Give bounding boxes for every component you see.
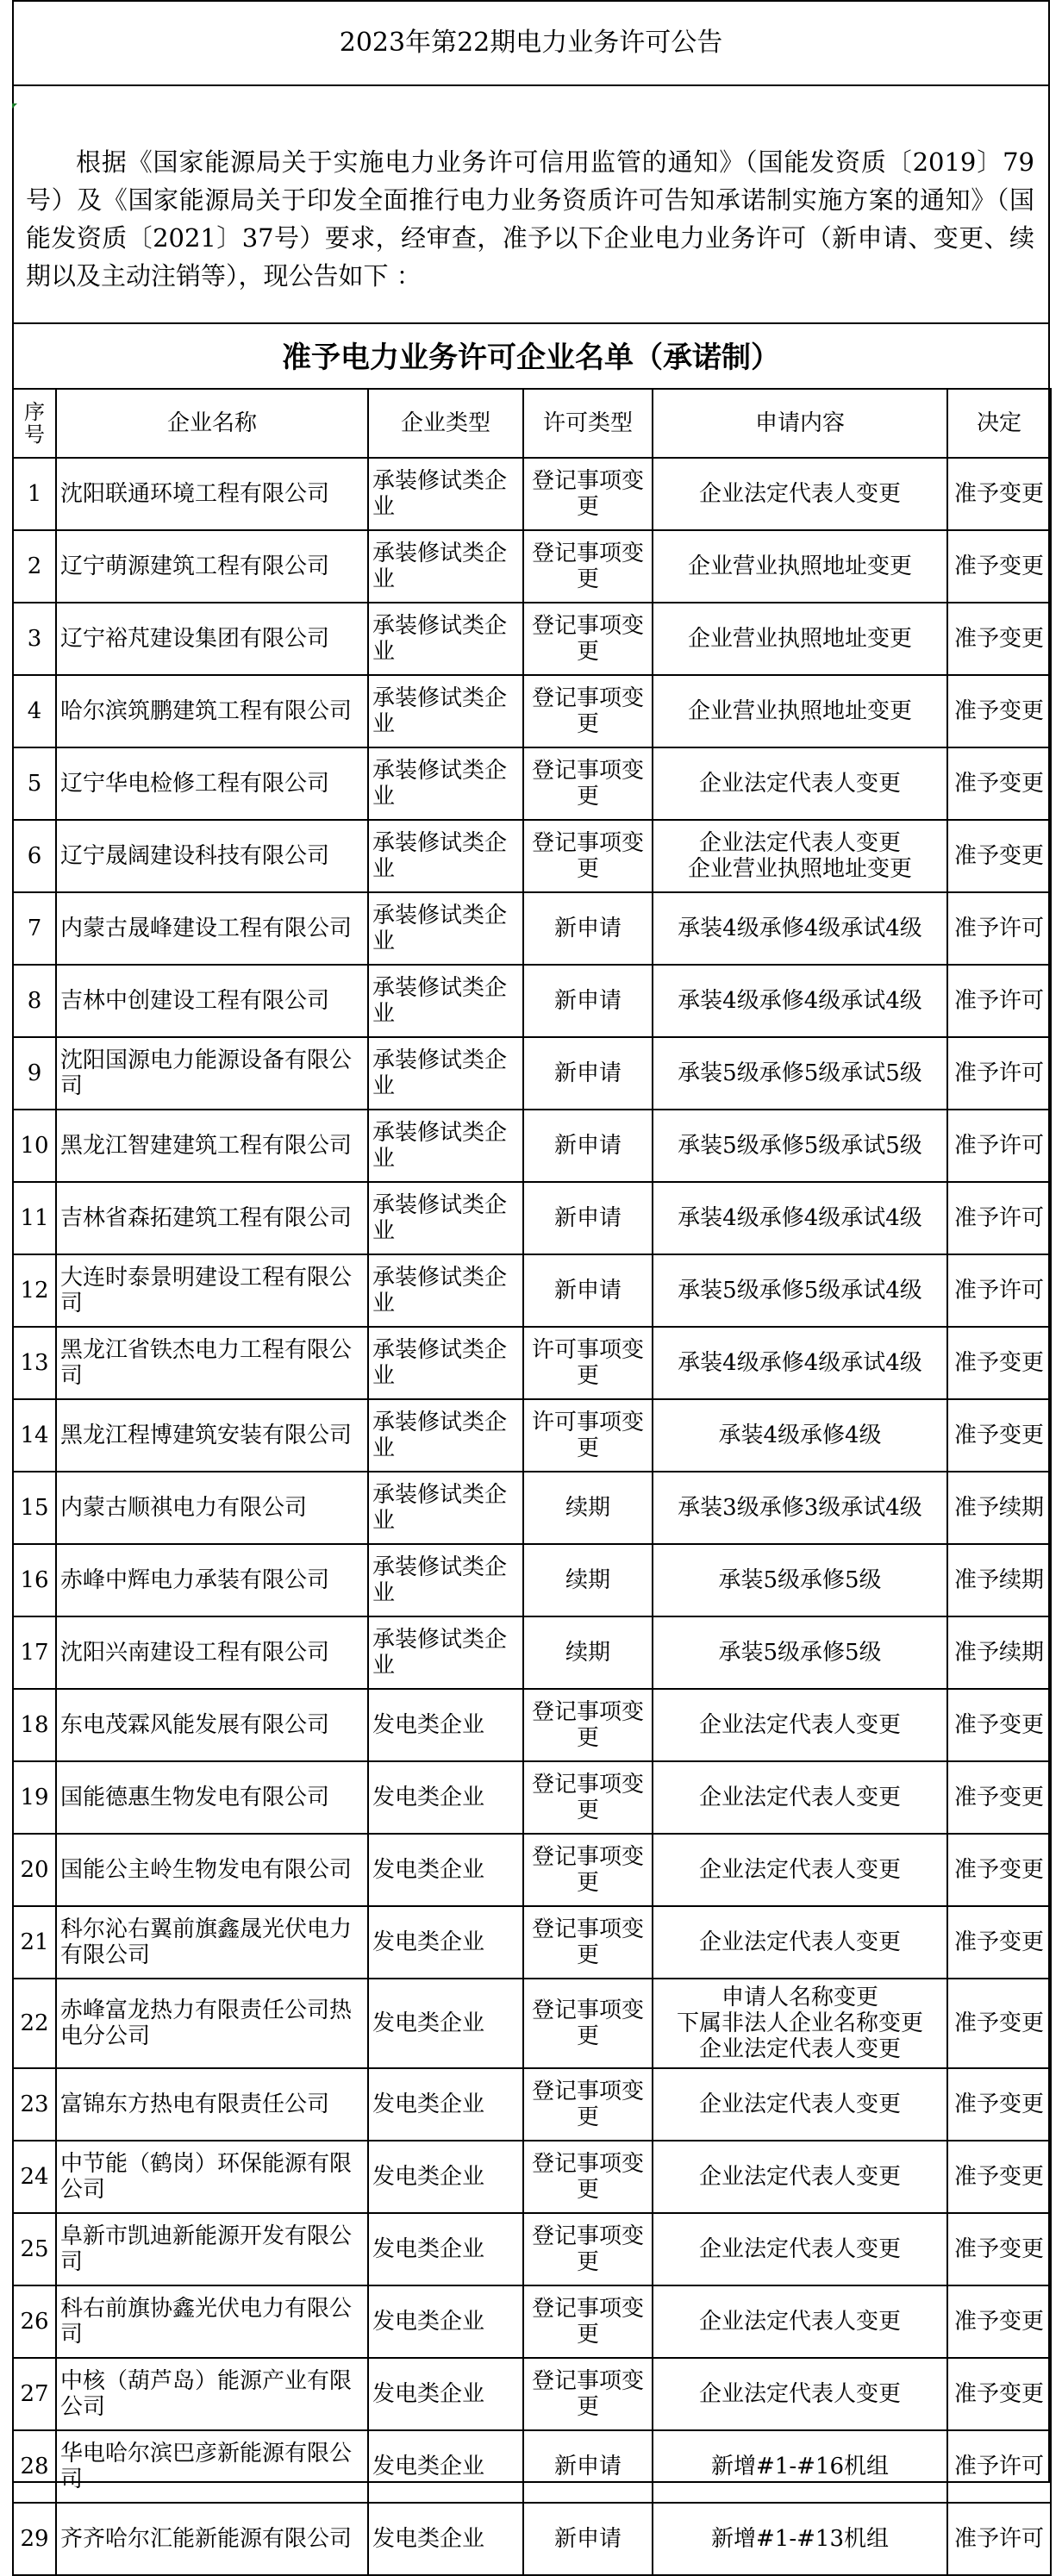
company-name: 黑龙江程博建筑安装有限公司 [56, 1399, 368, 1472]
company-type: 发电类企业 [368, 2068, 523, 2141]
table-row [13, 1399, 1051, 1472]
application-line: 企业法定代表人变更 [698, 2164, 901, 2190]
application-content [653, 530, 947, 603]
row-number: 20 [13, 1834, 56, 1906]
table-row [13, 603, 1051, 675]
application-content [653, 1182, 947, 1254]
application-line: 承装3级承修3级承试4级 [678, 1495, 922, 1521]
header-no: 序号 [13, 389, 56, 458]
application-line: 承装4级承修4级 [718, 1422, 882, 1448]
row-number: 17 [13, 1616, 56, 1689]
company-type: 承装修试类企业 [368, 1110, 523, 1182]
decision: 准予许可 [947, 2430, 1051, 2503]
table-row [13, 1544, 1051, 1616]
list-subheader: 准予电力业务许可企业名单（承诺制） [12, 322, 1050, 390]
decision: 准予变更 [947, 675, 1051, 747]
application-line: 承装4级承修4级承试4级 [678, 1205, 922, 1231]
decision: 准予变更 [947, 820, 1051, 892]
cell-comment-marker [12, 103, 17, 109]
license-type: 登记事项变更 [523, 2068, 653, 2141]
header-decision: 决定 [947, 389, 1051, 458]
company-name: 中节能（鹤岗）环保能源有限公司 [56, 2141, 368, 2213]
company-type: 发电类企业 [368, 2358, 523, 2430]
license-type: 续期 [523, 1544, 653, 1616]
license-type: 登记事项变更 [523, 458, 653, 530]
decision: 准予变更 [947, 2358, 1051, 2430]
company-name: 富锦东方热电有限责任公司 [56, 2068, 368, 2141]
table-row [13, 2430, 1051, 2503]
company-name: 东电茂霖风能发展有限公司 [56, 1689, 368, 1761]
company-type: 承装修试类企业 [368, 892, 523, 965]
decision: 准予变更 [947, 1399, 1051, 1472]
decision: 准予变更 [947, 2213, 1051, 2285]
company-name: 内蒙古顺祺电力有限公司 [56, 1472, 368, 1544]
table-row [13, 1689, 1051, 1761]
application-content [653, 2503, 947, 2575]
application-line: 企业法定代表人变更 [698, 771, 901, 797]
decision: 准予许可 [947, 892, 1051, 965]
company-name: 内蒙古晟峰建设工程有限公司 [56, 892, 368, 965]
application-line: 企业法定代表人变更 [698, 2309, 901, 2335]
decision: 准予许可 [947, 2503, 1051, 2575]
company-type: 承装修试类企业 [368, 965, 523, 1037]
company-name: 国能德惠生物发电有限公司 [56, 1761, 368, 1834]
company-name: 国能公主岭生物发电有限公司 [56, 1834, 368, 1906]
row-number: 24 [13, 2141, 56, 2213]
table-row [13, 1761, 1051, 1834]
company-name: 沈阳国源电力能源设备有限公司 [56, 1037, 368, 1110]
application-line: 企业法定代表人变更 [698, 2381, 901, 2407]
license-type: 登记事项变更 [523, 603, 653, 675]
application-content [653, 1906, 947, 1979]
application-line: 申请人名称变更 [721, 1985, 878, 2010]
company-type: 发电类企业 [368, 2141, 523, 2213]
row-number: 19 [13, 1761, 56, 1834]
application-content [653, 2213, 947, 2285]
table-body [13, 458, 1051, 2575]
license-type: 登记事项变更 [523, 1834, 653, 1906]
row-number: 23 [13, 2068, 56, 2141]
application-content [653, 2430, 947, 2503]
application-line: 企业法定代表人变更 [698, 1785, 901, 1810]
application-line: 企业法定代表人变更 [698, 1929, 901, 1955]
license-type: 登记事项变更 [523, 1906, 653, 1979]
company-type: 承装修试类企业 [368, 820, 523, 892]
company-type: 发电类企业 [368, 1689, 523, 1761]
license-type: 登记事项变更 [523, 820, 653, 892]
company-name: 科右前旗协鑫光伏电力有限公司 [56, 2285, 368, 2358]
application-line: 企业营业执照地址变更 [687, 626, 912, 652]
table-row [13, 820, 1051, 892]
license-type: 新申请 [523, 892, 653, 965]
decision: 准予许可 [947, 965, 1051, 1037]
company-name: 中核（葫芦岛）能源产业有限公司 [56, 2358, 368, 2430]
application-content [653, 2285, 947, 2358]
company-type: 发电类企业 [368, 2213, 523, 2285]
company-type: 承装修试类企业 [368, 1472, 523, 1544]
table-row [13, 2503, 1051, 2575]
row-number: 16 [13, 1544, 56, 1616]
table-row [13, 2285, 1051, 2358]
row-number: 28 [13, 2430, 56, 2503]
row-number: 15 [13, 1472, 56, 1544]
row-number: 18 [13, 1689, 56, 1761]
company-name: 辽宁晟阔建设科技有限公司 [56, 820, 368, 892]
company-name: 阜新市凯迪新能源开发有限公司 [56, 2213, 368, 2285]
company-name: 沈阳兴南建设工程有限公司 [56, 1616, 368, 1689]
company-name: 吉林省森拓建筑工程有限公司 [56, 1182, 368, 1254]
decision: 准予许可 [947, 1254, 1051, 1327]
row-number: 5 [13, 747, 56, 820]
company-name: 大连时泰景明建设工程有限公司 [56, 1254, 368, 1327]
application-line: 企业法定代表人变更 [698, 2036, 901, 2062]
table-row [13, 1616, 1051, 1689]
application-content [653, 675, 947, 747]
company-name: 吉林中创建设工程有限公司 [56, 965, 368, 1037]
company-name: 辽宁裕芃建设集团有限公司 [56, 603, 368, 675]
table-row [13, 892, 1051, 965]
intro-paragraph: 根据《国家能源局关于实施电力业务许可信用监管的通知》（国能发资质〔2019〕79号）及《国家能源局关于印发全面推行电力业务资质许可告知承诺制实施方案的通知》（国能发资质〔2021〕37号）要求，经审查，准予以下企业电力业务许可（新申请、变更、续期以及主动注销等），现公告如下 ： [26, 147, 1034, 291]
application-content [653, 1544, 947, 1616]
table-row [13, 1254, 1051, 1327]
application-content [653, 2068, 947, 2141]
row-number: 1 [13, 458, 56, 530]
company-type: 承装修试类企业 [368, 747, 523, 820]
header-application: 申请内容 [653, 389, 947, 458]
company-name: 沈阳联通环境工程有限公司 [56, 458, 368, 530]
decision: 准予许可 [947, 1037, 1051, 1110]
table-row [13, 1182, 1051, 1254]
company-type: 承装修试类企业 [368, 1616, 523, 1689]
decision: 准予续期 [947, 1544, 1051, 1616]
decision: 准予续期 [947, 1472, 1051, 1544]
row-number: 22 [13, 1979, 56, 2068]
license-type: 新申请 [523, 1037, 653, 1110]
row-number: 4 [13, 675, 56, 747]
license-type: 新申请 [523, 2503, 653, 2575]
table-header-row [13, 389, 1051, 458]
application-line: 承装5级承修5级承试5级 [678, 1060, 922, 1086]
row-number: 7 [13, 892, 56, 965]
table-row [13, 2358, 1051, 2430]
row-number: 2 [13, 530, 56, 603]
company-type: 发电类企业 [368, 1761, 523, 1834]
company-name: 辽宁萌源建筑工程有限公司 [56, 530, 368, 603]
license-type: 登记事项变更 [523, 1979, 653, 2068]
company-type: 承装修试类企业 [368, 1182, 523, 1254]
application-line: 新增#1-#16机组 [711, 2454, 889, 2479]
decision: 准予续期 [947, 1616, 1051, 1689]
company-type: 承装修试类企业 [368, 1254, 523, 1327]
company-name: 黑龙江省铁杰电力工程有限公司 [56, 1327, 368, 1399]
company-name: 黑龙江智建建筑工程有限公司 [56, 1110, 368, 1182]
company-name: 哈尔滨筑鹏建筑工程有限公司 [56, 675, 368, 747]
table-row [13, 1979, 1051, 2068]
application-line: 企业法定代表人变更 [698, 1857, 901, 1883]
decision: 准予变更 [947, 530, 1051, 603]
license-type: 许可事项变更 [523, 1327, 653, 1399]
decision: 准予变更 [947, 1979, 1051, 2068]
company-type: 承装修试类企业 [368, 1327, 523, 1399]
row-number: 25 [13, 2213, 56, 2285]
company-type: 发电类企业 [368, 2503, 523, 2575]
company-name: 华电哈尔滨巴彦新能源有限公司 [56, 2430, 368, 2503]
license-type: 许可事项变更 [523, 1399, 653, 1472]
table-row [13, 747, 1051, 820]
row-number: 26 [13, 2285, 56, 2358]
table-row [13, 2141, 1051, 2213]
application-line: 企业法定代表人变更 [698, 2091, 901, 2117]
application-content [653, 1037, 947, 1110]
header-license: 许可类型 [523, 389, 653, 458]
company-type: 发电类企业 [368, 1979, 523, 2068]
license-type: 新申请 [523, 1110, 653, 1182]
application-line: 企业法定代表人变更 [698, 830, 901, 856]
license-type: 续期 [523, 1472, 653, 1544]
license-type: 登记事项变更 [523, 675, 653, 747]
license-type: 新申请 [523, 1182, 653, 1254]
application-line: 企业法定代表人变更 [698, 2236, 901, 2262]
company-type: 承装修试类企业 [368, 458, 523, 530]
decision: 准予变更 [947, 1906, 1051, 1979]
company-type: 发电类企业 [368, 1906, 523, 1979]
license-type: 登记事项变更 [523, 530, 653, 603]
row-number: 11 [13, 1182, 56, 1254]
decision: 准予变更 [947, 1834, 1051, 1906]
application-content [653, 820, 947, 892]
document-title: 2023年第22期电力业务许可公告 [12, 0, 1050, 86]
company-type: 发电类企业 [368, 2285, 523, 2358]
row-number: 3 [13, 603, 56, 675]
application-content [653, 2358, 947, 2430]
table-row [13, 965, 1051, 1037]
table-row [13, 2068, 1051, 2141]
license-type: 登记事项变更 [523, 1689, 653, 1761]
table-row [13, 1037, 1051, 1110]
application-content [653, 458, 947, 530]
application-line: 企业法定代表人变更 [698, 1712, 901, 1738]
application-content [653, 1472, 947, 1544]
application-content [653, 1834, 947, 1906]
company-type: 承装修试类企业 [368, 1544, 523, 1616]
application-content [653, 747, 947, 820]
application-line: 承装4级承修4级承试4级 [678, 1350, 922, 1376]
company-name: 齐齐哈尔汇能新能源有限公司 [56, 2503, 368, 2575]
decision: 准予变更 [947, 1689, 1051, 1761]
decision: 准予变更 [947, 2285, 1051, 2358]
application-content [653, 965, 947, 1037]
decision: 准予变更 [947, 458, 1051, 530]
company-type: 发电类企业 [368, 2430, 523, 2503]
application-line: 下属非法人企业名称变更 [676, 2010, 923, 2036]
table-row [13, 2213, 1051, 2285]
decision: 准予变更 [947, 1327, 1051, 1399]
decision: 准予变更 [947, 1761, 1051, 1834]
company-type: 承装修试类企业 [368, 675, 523, 747]
license-type: 续期 [523, 1616, 653, 1689]
decision: 准予许可 [947, 1110, 1051, 1182]
row-number: 13 [13, 1327, 56, 1399]
company-type: 承装修试类企业 [368, 1037, 523, 1110]
application-content [653, 1110, 947, 1182]
table-row [13, 675, 1051, 747]
row-number: 9 [13, 1037, 56, 1110]
license-type: 新申请 [523, 2430, 653, 2503]
table-row [13, 1834, 1051, 1906]
row-number: 21 [13, 1906, 56, 1979]
company-name: 辽宁华电检修工程有限公司 [56, 747, 368, 820]
table-row [13, 530, 1051, 603]
application-content [653, 1616, 947, 1689]
table-row [13, 458, 1051, 530]
row-number: 8 [13, 965, 56, 1037]
application-content [653, 892, 947, 965]
application-content [653, 1327, 947, 1399]
application-line: 承装4级承修4级承试4级 [678, 916, 922, 941]
table-row [13, 1472, 1051, 1544]
license-type: 登记事项变更 [523, 747, 653, 820]
table-row [13, 1327, 1051, 1399]
license-type: 登记事项变更 [523, 2358, 653, 2430]
company-type: 承装修试类企业 [368, 530, 523, 603]
application-line: 承装5级承修5级 [718, 1567, 882, 1593]
company-name: 科尔沁右翼前旗鑫晟光伏电力有限公司 [56, 1906, 368, 1979]
license-type: 登记事项变更 [523, 2141, 653, 2213]
license-type: 新申请 [523, 1254, 653, 1327]
application-content [653, 603, 947, 675]
application-content [653, 1399, 947, 1472]
license-type: 登记事项变更 [523, 2285, 653, 2358]
application-line: 企业营业执照地址变更 [687, 553, 912, 579]
decision: 准予变更 [947, 2068, 1051, 2141]
application-line: 企业营业执照地址变更 [687, 698, 912, 724]
decision: 准予变更 [947, 2141, 1051, 2213]
header-type: 企业类型 [368, 389, 523, 458]
application-content [653, 2141, 947, 2213]
application-content [653, 1254, 947, 1327]
row-number: 14 [13, 1399, 56, 1472]
table-row [13, 1110, 1051, 1182]
row-number: 6 [13, 820, 56, 892]
company-type: 发电类企业 [368, 1834, 523, 1906]
license-type: 登记事项变更 [523, 2213, 653, 2285]
application-content [653, 1689, 947, 1761]
decision: 准予许可 [947, 1182, 1051, 1254]
license-type: 登记事项变更 [523, 1761, 653, 1834]
application-line: 新增#1-#13机组 [711, 2526, 889, 2552]
application-content [653, 1979, 947, 2068]
application-content [653, 1761, 947, 1834]
row-number: 27 [13, 2358, 56, 2430]
license-table [12, 388, 1052, 2576]
application-line: 企业法定代表人变更 [698, 481, 901, 507]
company-name: 赤峰中辉电力承装有限公司 [56, 1544, 368, 1616]
application-line: 承装5级承修5级承试5级 [678, 1133, 922, 1159]
table-row [13, 1906, 1051, 1979]
row-number: 29 [13, 2503, 56, 2575]
header-name: 企业名称 [56, 389, 368, 458]
company-type: 承装修试类企业 [368, 603, 523, 675]
row-number: 10 [13, 1110, 56, 1182]
license-type: 新申请 [523, 965, 653, 1037]
row-number: 12 [13, 1254, 56, 1327]
application-line: 承装5级承修5级承试4级 [678, 1278, 922, 1304]
application-line: 企业营业执照地址变更 [687, 856, 912, 882]
company-type: 承装修试类企业 [368, 1399, 523, 1472]
application-line: 承装4级承修4级承试4级 [678, 988, 922, 1014]
application-line: 承装5级承修5级 [718, 1640, 882, 1666]
decision: 准予变更 [947, 747, 1051, 820]
company-name: 赤峰富龙热力有限责任公司热电分公司 [56, 1979, 368, 2068]
decision: 准予变更 [947, 603, 1051, 675]
